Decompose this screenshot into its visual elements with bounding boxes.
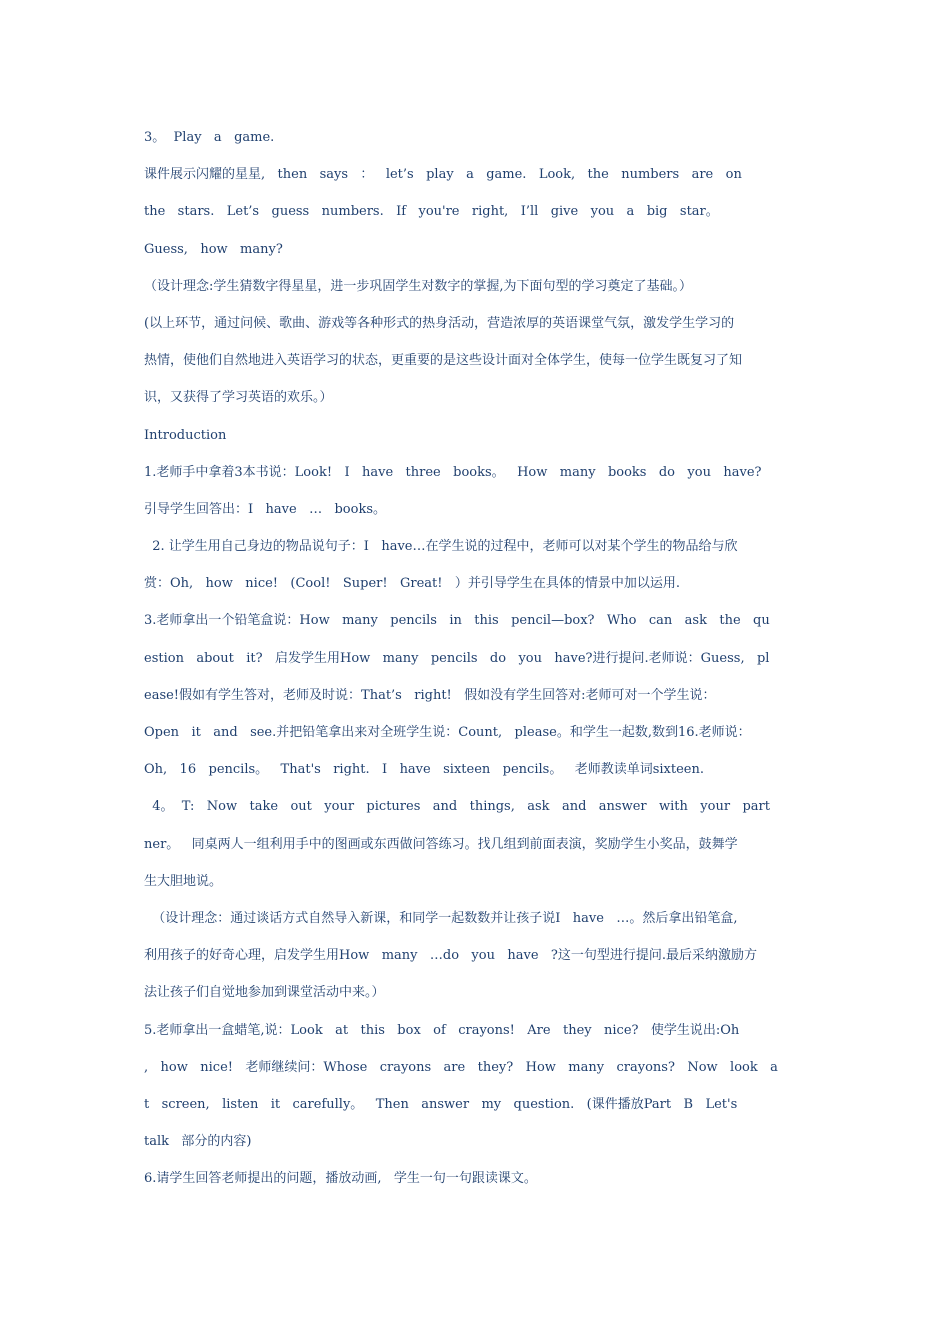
text-line: 2. 让学生用自己身边的物品说句子：I have…在学生说的过程中，老师可以对某个学生的物品给与欣 (144, 539, 738, 555)
text-line: the stars. Let’s guess numbers. If you're right, I’ll give you a big star。 (144, 204, 719, 220)
text-line: 引导学生回答出：I have … books。 (144, 501, 387, 517)
text-line: 课件展示闪耀的星星, then says ： let’s play a game. Look, the numbers are on (144, 167, 742, 183)
text-line: talk 部分的内容) (144, 1134, 252, 1150)
text-line: 3.老师拿出一个铅笔盒说：How many pencils in this pencil—box? Who can ask the qu (144, 613, 770, 629)
text-line: 1.老师手中拿着3本书说：Look! I have three books。 How many books do you have? (144, 464, 762, 480)
text-line: 赏：Oh, how nice! (Cool! Super! Great! ）并引导学生在具体的情景中加以运用. (144, 576, 681, 592)
text-line: ner。 同桌两人一组利用手中的图画或东西做问答练习。找几组到前面表演，奖励学生小奖品，鼓舞学 (144, 836, 738, 852)
text-line: Oh, 16 pencils。 That's right. I have sixteen pencils。 老师教读单词sixteen. (144, 762, 704, 778)
text-line: 5.老师拿出一盒蜡笔,说：Look at this box of crayons! Are they nice? 使学生说出:Oh (144, 1022, 740, 1038)
text-line: 识，又获得了学习英语的欢乐。） (144, 390, 333, 406)
text-line: 3。 Play a game. (144, 130, 275, 145)
text-line: 生大胆地说。 (144, 873, 223, 889)
text-line: 6.请学生回答老师提出的问题，播放动画, 学生一句一句跟读课文。 (144, 1171, 537, 1187)
document-body (144, 119, 809, 1197)
text-line: （设计理念:学生猜数字得星星，进一步巩固学生对数字的掌握,为下面句型的学习奠定了基础。） (144, 278, 693, 294)
text-line: (以上环节，通过问候、歌曲、游戏等各种形式的热身活动，营造浓厚的英语课堂气氛，激发学生学习的 (144, 315, 735, 331)
text-line: Guess, how many? (144, 241, 283, 257)
text-line: 利用孩子的好奇心理，启发学生用How many …do you have ?这一句型进行提问.最后采纳激励方 (144, 948, 758, 964)
text-line: , how nice! 老师继续问：Whose crayons are they? How many crayons? Now look a (144, 1059, 778, 1075)
section-heading: Introduction (144, 427, 227, 443)
text-line: Open it and see.并把铅笔拿出来对全班学生说：Count, please。和学生一起数,数到16.老师说： (144, 725, 751, 740)
text-line: ease!假如有学生答对，老师及时说：That’s right! 假如没有学生回答对:老师可对一个学生说： (144, 687, 716, 703)
text-line: 4。 T: Now take out your pictures and things, ask and answer with your part (144, 799, 770, 815)
text-line: （设计理念：通过谈话方式自然导入新课，和同学一起数数并让孩子说I have …。然后拿出铅笔盒, (144, 910, 738, 926)
text-line: 法让孩子们自觉地参加到课堂活动中来。） (144, 985, 385, 1001)
text-line: t screen, listen it carefully。 Then answer my question. (课件播放Part B Let's (144, 1096, 738, 1112)
text-line: estion about it? 启发学生用How many pencils do you have?进行提问.老师说：Guess, pl (144, 650, 770, 666)
text-line: 热情，使他们自然地进入英语学习的状态，更重要的是这些设计面对全体学生，使每一位学生既复习了知 (144, 353, 743, 369)
